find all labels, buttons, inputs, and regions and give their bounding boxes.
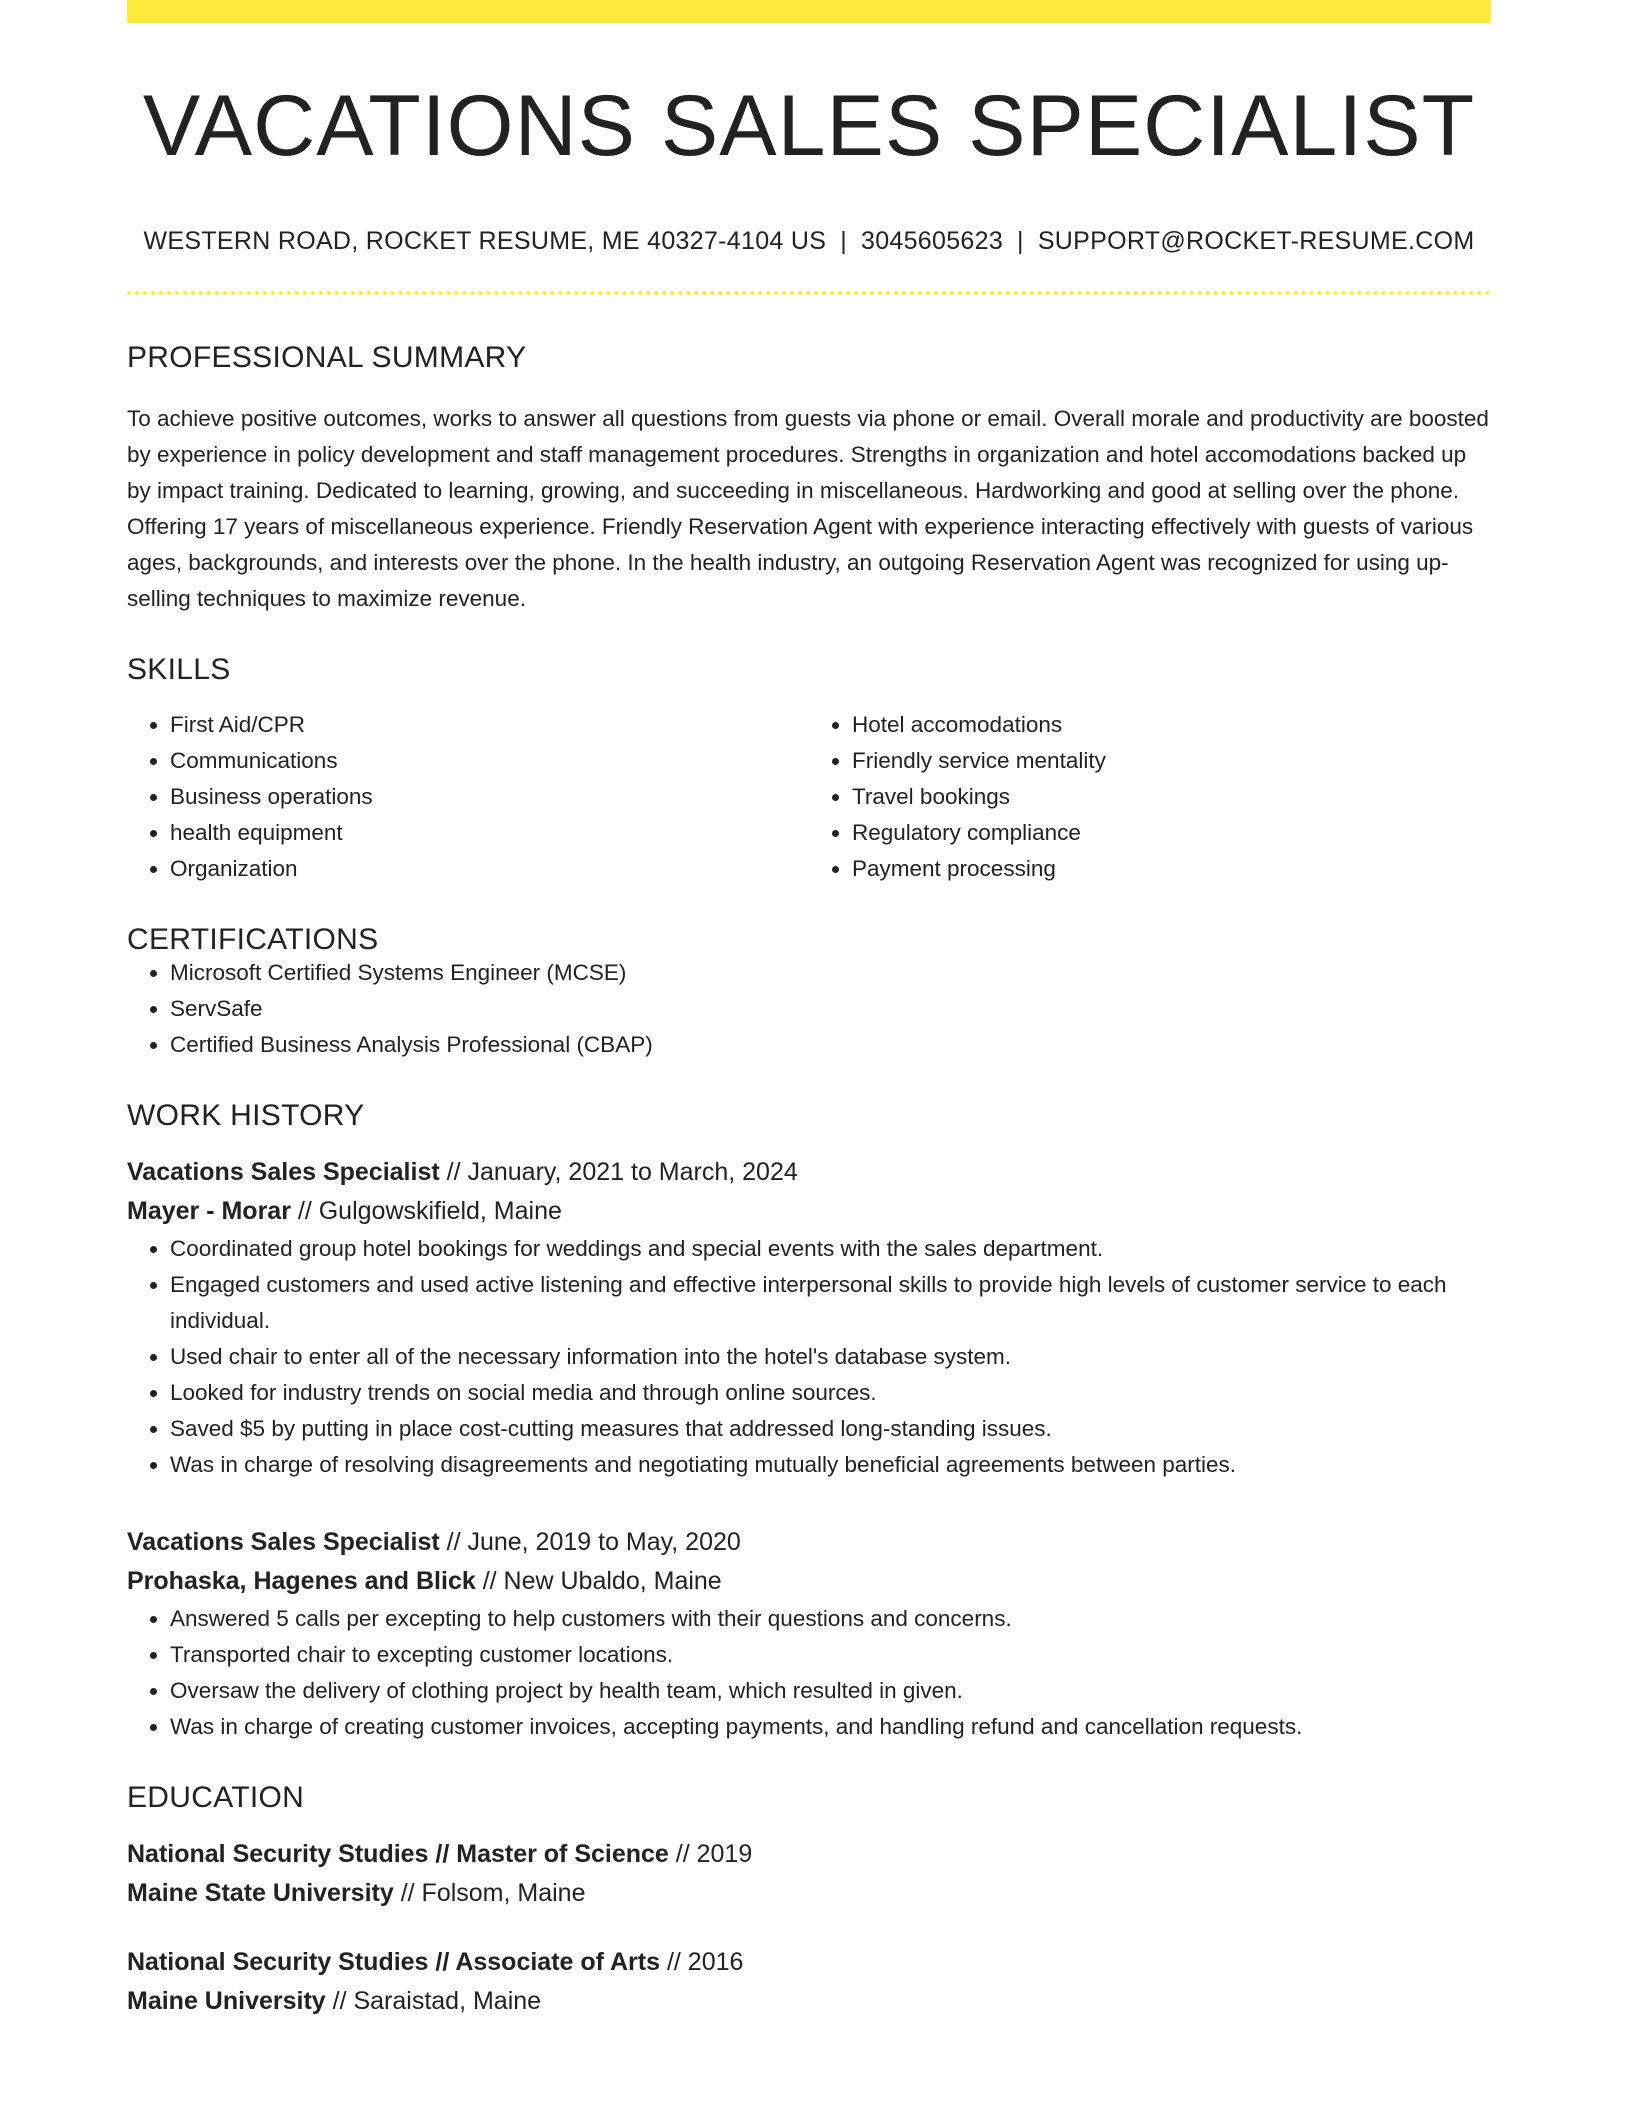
skills-grid xyxy=(127,707,1491,887)
education-degree-line xyxy=(127,1835,1491,1874)
job-bullet: • Coordinated group hotel bookings for weddings and special events with the sales department. xyxy=(170,1231,1491,1267)
education-school-line xyxy=(127,1874,1491,1913)
dotted-divider xyxy=(127,291,1491,295)
job-title-line xyxy=(127,1523,1491,1562)
skill-item: • Regulatory compliance xyxy=(852,815,1491,851)
skills-list-right xyxy=(809,707,1491,887)
summary-paragraph: To achieve positive outcomes, works to answer all questions from guests via phone or email. Overall morale and productivity are boosted by experience in policy development and staff management procedures. Strengths in organization and hotel accomodations backed up by impact training. Dedicated to learning, growing, and succeeding in miscellaneous. Hardworking and good at selling over the phone. Offering 17 years of miscellaneous experience. Friendly Reservation Agent with experience interacting effectively with guests of various ages, backgrounds, and interests over the phone. In the health industry, an outgoing Reservation Agent was recognized for using up-selling techniques to maximize revenue. xyxy=(127,406,1489,611)
job-bullet: • Saved $5 by putting in place cost-cutting measures that addressed long-standing issues. xyxy=(170,1411,1491,1447)
section-title-work-history: WORK HISTORY xyxy=(127,1099,365,1132)
skill-item: • Payment processing xyxy=(852,851,1491,887)
certification-item: • Certified Business Analysis Professional (CBAP) xyxy=(170,1027,1491,1063)
education-entry xyxy=(127,1943,1491,2021)
contact-phone: 3045605623 xyxy=(860,227,1004,255)
job-company-line xyxy=(127,1192,1491,1231)
job-bullet: • Answered 5 calls per excepting to help customers with their questions and concerns. xyxy=(170,1601,1491,1637)
skills-list-left xyxy=(127,707,809,887)
section-title-certifications: CERTIFICATIONS xyxy=(127,923,379,956)
contact-separator: | xyxy=(1017,227,1024,255)
education-year: // 2016 xyxy=(660,1948,744,1976)
skill-item: • Friendly service mentality xyxy=(852,743,1491,779)
job-company: Mayer - Morar xyxy=(127,1197,291,1225)
job-dates: // June, 2019 to May, 2020 xyxy=(439,1528,741,1556)
job-bullet: • Was in charge of creating customer invoices, accepting payments, and handling refund and cancellation requests. xyxy=(170,1709,1491,1745)
education-degree-line xyxy=(127,1943,1491,1982)
job-bullets xyxy=(127,1231,1491,1483)
skills-column-left xyxy=(127,707,809,887)
job-role: Vacations Sales Specialist xyxy=(127,1158,440,1186)
certifications-list xyxy=(127,955,1491,1063)
section-title-education: EDUCATION xyxy=(127,1781,305,1814)
job-location: // Gulgowskifield, Maine xyxy=(290,1197,562,1225)
contact-address: WESTERN ROAD, ROCKET RESUME, ME 40327-4104 US xyxy=(143,227,827,255)
skill-item: • Travel bookings xyxy=(852,779,1491,815)
job-bullet: • Transported chair to excepting customer locations. xyxy=(170,1637,1491,1673)
certification-item: • Microsoft Certified Systems Engineer (MCSE) xyxy=(170,955,1491,991)
job-title-line xyxy=(127,1153,1491,1192)
skill-item: • Business operations xyxy=(170,779,809,815)
education-degree: National Security Studies // Associate of Arts xyxy=(127,1948,661,1976)
section-title-summary: PROFESSIONAL SUMMARY xyxy=(127,341,527,374)
skill-item: • Communications xyxy=(170,743,809,779)
job-bullet: • Used chair to enter all of the necessary information into the hotel's database system. xyxy=(170,1339,1491,1375)
job-bullet: • Looked for industry trends on social media and through online sources. xyxy=(170,1375,1491,1411)
education-school-line xyxy=(127,1982,1491,2021)
education-entry xyxy=(127,1835,1491,1913)
job-dates: // January, 2021 to March, 2024 xyxy=(439,1158,798,1186)
education-school: Maine State University xyxy=(127,1879,394,1907)
contact-line xyxy=(127,229,1491,254)
education-school: Maine University xyxy=(127,1987,326,2015)
education-location: // Folsom, Maine xyxy=(393,1879,586,1907)
skill-item: • health equipment xyxy=(170,815,809,851)
job-bullet: • Oversaw the delivery of clothing project by health team, which resulted in given. xyxy=(170,1673,1491,1709)
skill-item: • Organization xyxy=(170,851,809,887)
job-entry xyxy=(127,1523,1491,1745)
resume-name-heading: VACATIONS SALES SPECIALIST xyxy=(142,78,1476,174)
job-entry xyxy=(127,1153,1491,1483)
job-bullets xyxy=(127,1601,1491,1745)
education-location: // Saraistad, Maine xyxy=(325,1987,542,2015)
skill-item: • First Aid/CPR xyxy=(170,707,809,743)
section-title-skills: SKILLS xyxy=(127,653,231,686)
accent-top-bar xyxy=(127,0,1491,23)
education-degree: National Security Studies // Master of Science xyxy=(127,1840,669,1868)
certification-item: • ServSafe xyxy=(170,991,1491,1027)
job-location: // New Ubaldo, Maine xyxy=(475,1567,722,1595)
job-bullet: • Was in charge of resolving disagreements and negotiating mutually beneficial agreements between parties. xyxy=(170,1447,1491,1483)
job-company: Prohaska, Hagenes and Blick xyxy=(127,1567,476,1595)
contact-separator: | xyxy=(840,227,847,255)
education-year: // 2019 xyxy=(668,1840,753,1868)
job-bullet: • Engaged customers and used active listening and effective interpersonal skills to provide high levels of customer service to each individual. xyxy=(170,1267,1491,1339)
skill-item: • Hotel accomodations xyxy=(852,707,1491,743)
contact-email: SUPPORT@ROCKET-RESUME.COM xyxy=(1037,227,1475,255)
job-company-line xyxy=(127,1562,1491,1601)
resume-page xyxy=(127,0,1491,2021)
skills-column-right xyxy=(809,707,1491,887)
job-role: Vacations Sales Specialist xyxy=(127,1528,440,1556)
